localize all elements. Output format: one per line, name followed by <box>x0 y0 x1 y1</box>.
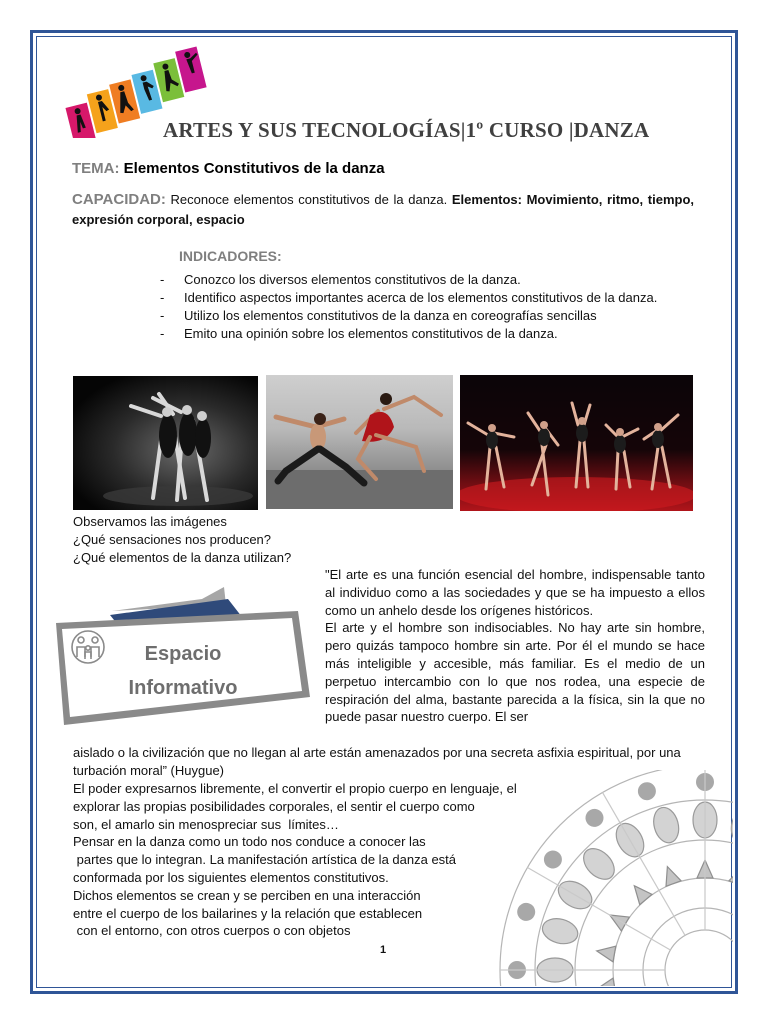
body-line: Dichos elementos se crean y se perciben en una interacción <box>73 887 421 903</box>
page-number: 1 <box>380 944 387 956</box>
capacidad-elements: Elementos: Movimiento, ritmo, tiempo, expresión corporal, espacio <box>72 192 694 227</box>
quote-paragraph-2: El arte y el hombre son indisociables. No hay arte sin hombre, pero quizás tampoco hombre sin arte. Por él el mundo se hace más inteligible y accesible, más familiar. Es el medio de un perpetuo intercambio con lo que nos rodea, una especie de respiración del alma, bastante parecida a la física, sin la que no puede pasar nuestro cuerpo. El ser <box>325 620 705 725</box>
page-title: ARTES Y SUS TECNOLOGÍAS|1º CURSO |DANZA <box>163 118 650 142</box>
body-line: Pensar en la danza como un todo nos conduce a conocer las <box>73 834 426 850</box>
questions-block <box>73 513 291 567</box>
body-line: entre el cuerpo de los bailarines y la relación que establecen <box>73 905 423 921</box>
tema-line <box>72 160 385 177</box>
espacio-line2: Informativo <box>128 677 238 699</box>
indicadores-title: INDICADORES: <box>179 248 282 264</box>
quote-block <box>325 566 705 726</box>
question-line: Observamos las imágenes <box>73 514 227 529</box>
list-item: - Conozco los diversos elementos constitutivos de la danza. <box>158 271 657 289</box>
body-line: son, el amarlo sin menospreciar sus límites… <box>73 816 339 832</box>
body-line: El poder expresarnos libremente, el convertir el propio cuerpo en lenguaje, el <box>73 781 517 796</box>
body-line: explorar las propias posibilidades corporales, el sentir el cuerpo como <box>73 798 475 814</box>
dance-photo-3 <box>460 375 693 511</box>
list-item: - Emito una opinión sobre los elementos constitutivos de la danza. <box>158 325 657 343</box>
list-item: - Utilizo los elementos constitutivos de la danza en coreografías sencillas <box>158 307 657 325</box>
question-line: ¿Qué elementos de la danza utilizan? <box>73 550 292 565</box>
body-line: conformada por los siguientes elementos constitutivos. <box>73 869 389 885</box>
espacio-informativo-text <box>112 637 254 705</box>
list-item: - Identifico aspectos importantes acerca de los elementos constitutivos de la danza. <box>158 289 657 307</box>
capacidad-paragraph <box>72 190 694 230</box>
capacidad-label: CAPACIDAD: <box>72 191 166 208</box>
indicadores-list <box>158 271 657 343</box>
tema-value: Elementos Constitutivos de la danza <box>123 160 385 177</box>
dance-photo-2 <box>266 375 453 509</box>
capacidad-text: Reconoce elementos constitutivos de la danza. <box>165 192 452 207</box>
tema-label: TEMA: <box>72 160 120 177</box>
body-line: con el entorno, con otros cuerpos o con objetos <box>73 923 351 939</box>
quote-paragraph-1: "El arte es una función esencial del hombre, indispensable tanto al individuo como a las sociedades y que se ha impuesto a ellos como un anhelo desde los orígenes históricos. <box>325 567 705 618</box>
body-text <box>73 780 517 940</box>
body-line: partes que lo integran. La manifestación artística de la danza está <box>73 852 457 868</box>
quote-end: aislado o la civilización que no llegan al arte están amenazados por una secreta asfixia espiritual, por una turbación moral” (Huygue) <box>73 745 681 778</box>
dance-photo-1 <box>73 376 258 510</box>
question-line: ¿Qué sensaciones nos producen? <box>73 532 272 547</box>
espacio-line1: Espacio <box>144 643 222 665</box>
